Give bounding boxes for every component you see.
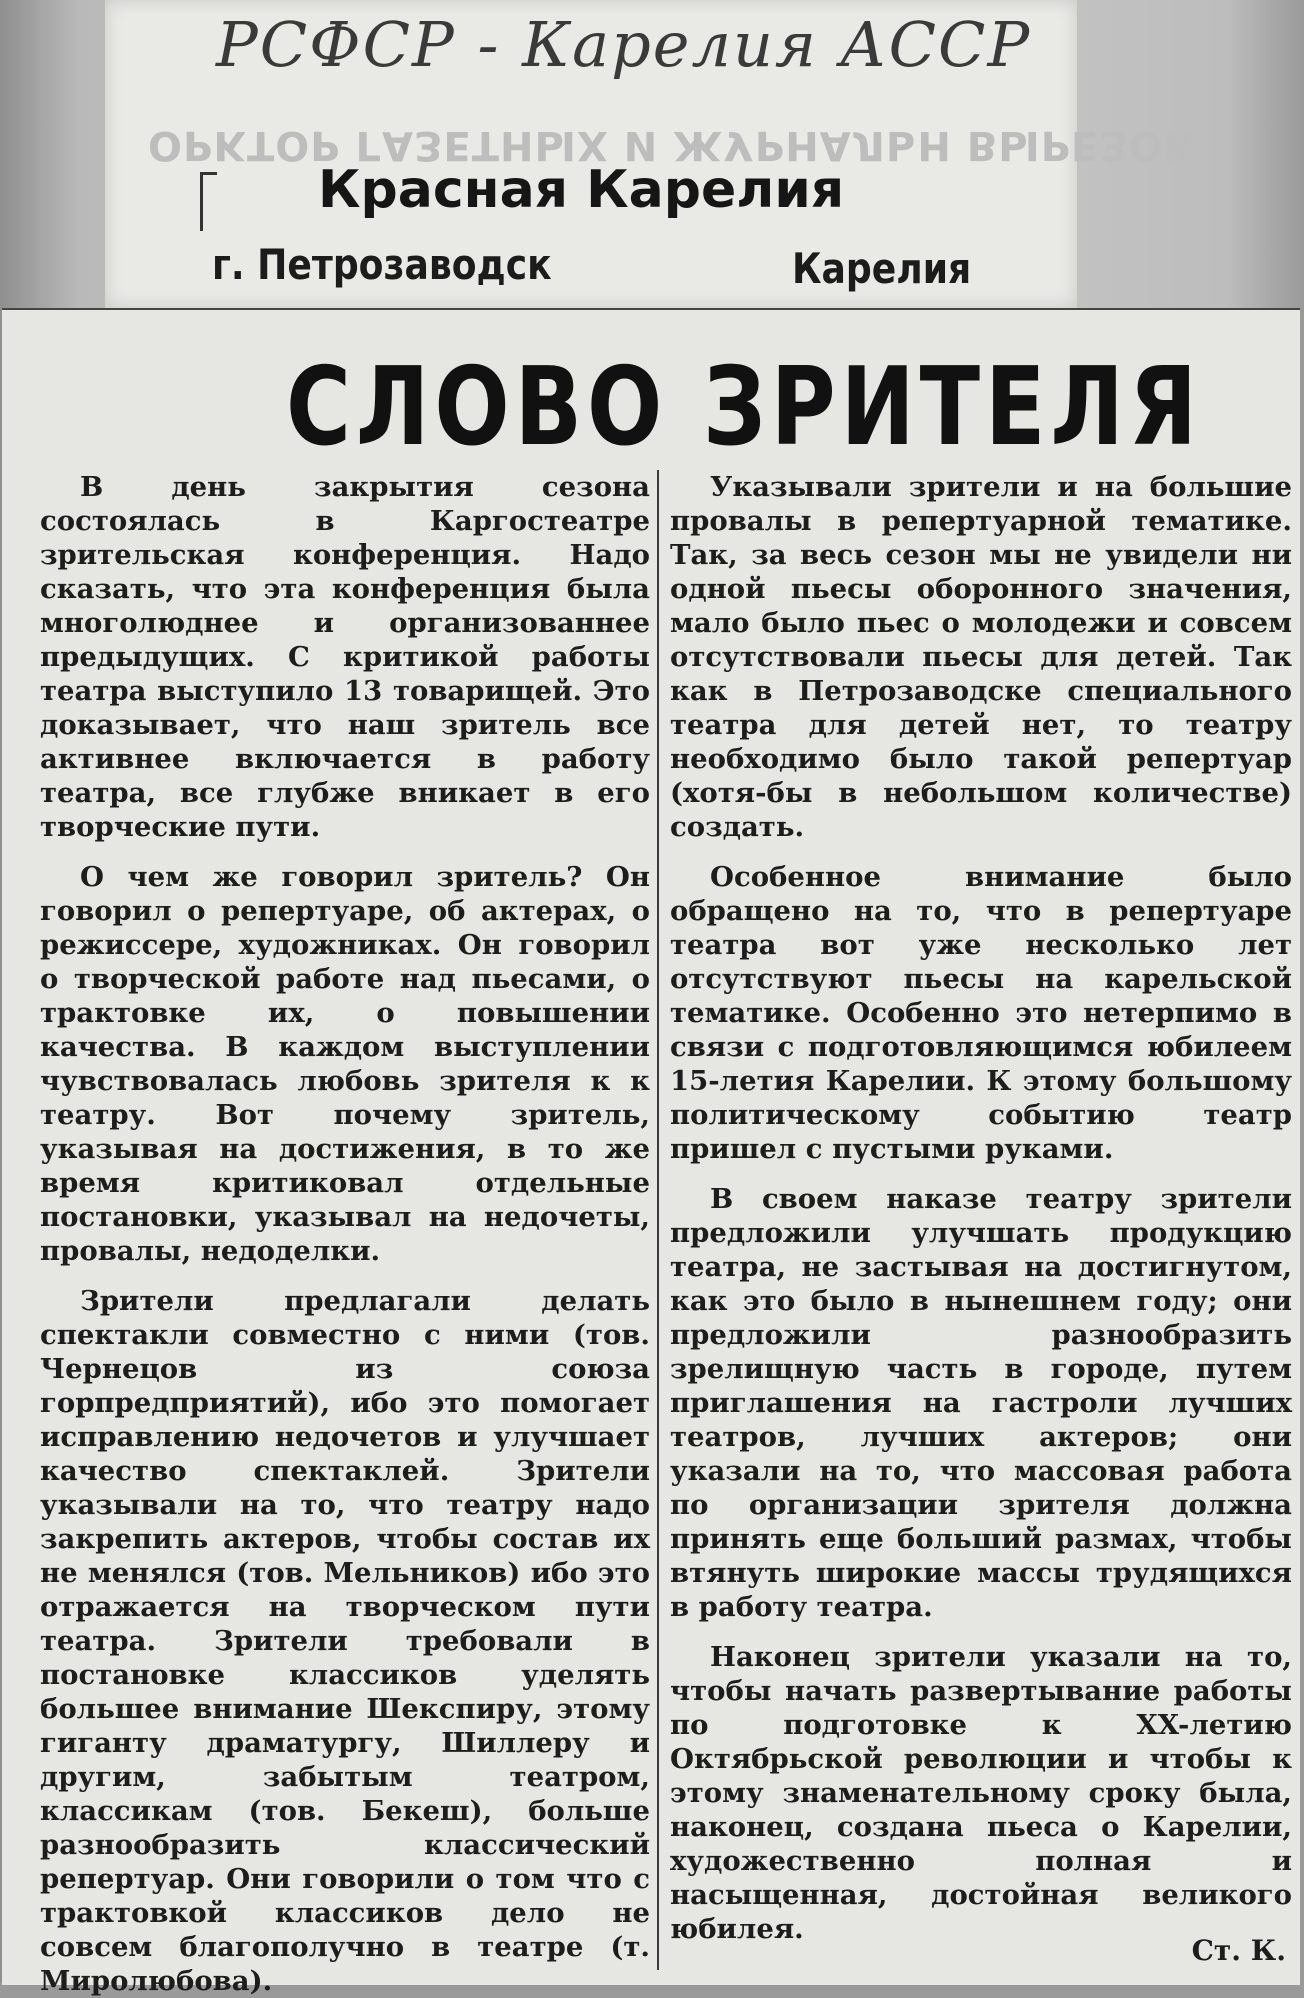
column-divider <box>657 470 659 1970</box>
paragraph: В своем наказе театру зрители предложили улучшать продукцию театра, не застывая на достигнутом, как это было в нынешнем году; они предложили разнообразить зрелищную часть в городе, путем приглашения на гастроли лучших театров, лучших актеров; они указали на то, что массовая работа по организации зрителя должна принять еще больший размах, чтобы втянуть широкие массы трудящихся в работу театра. <box>670 1183 1292 1623</box>
handwritten-note: РСФСР - Карелия АССР <box>216 8 1032 81</box>
newspaper-region: Карелия <box>792 244 972 293</box>
paragraph: О чем же говорил зритель? Он говорил о репертуаре, об актерах, о режиссере, художниках. Он говорил о творческой работе над пьесами, о трактовке их, о повышении качества. В каждом выступлении чувствовалась любовь зрителя к к театру. Вот почему зритель, указывая на достижения, в то же время критиковал отдельные постановки, указывал на недочеты, провалы, недоделки. <box>40 861 650 1267</box>
paragraph: Наконец зрители указали на то, чтобы начать развертывание работы по подготовке к XX-летию Октябрьской революции и чтобы к этому знаменательному сроку была, наконец, создана пьеса о Карелии, художественно полная и насыщенная, достойная великого юбилея. <box>670 1641 1292 1945</box>
article-headline: СЛОВО ЗРИТЕЛЯ <box>286 345 1203 470</box>
author-signature: Ст. К. <box>1191 1934 1286 1967</box>
masthead-bracket <box>200 172 217 231</box>
newspaper-city: г. Петрозаводск <box>212 240 552 289</box>
newspaper-name: Красная Карелия <box>318 160 845 220</box>
paragraph: В день закрытия сезона состоялась в Каргостеатре зрительская конференция. Надо сказать, что эта конференция была многолюднее и организованнее предыдущих. С критикой работы театра выступило 13 товарищей. Это доказывает, что наш зритель все активнее включается в работу театра, все глубже вникает в его творческие пути. <box>40 471 650 843</box>
paragraph: Особенное внимание было обращено на то, что в репертуаре театра вот уже несколько лет отсутствуют пьесы на карельской тематике. Особенно это нетерпимо в связи с подготовляющимся юбилеем 15-летия Карелии. К этому большому политическому событию театр пришел с пустыми руками. <box>670 861 1292 1165</box>
paragraph: Зрители предлагали делать спектакли совместно с ними (тов. Чернецов из союза горпредприятий), ибо это помогает исправлению недочетов и улучшает качество спектаклей. Зрители указывали на то, что театру надо закрепить актеров, чтобы состав их не менялся (тов. Мельников) ибо это отражается на творческом пути театра. Зрители требовали в постановке классиков уделять большее внимание Шекспиру, этому гиганту драматургу, Шиллеру и другим, забытым театром, классикам (тов. Бекеш), больше разнообразить класcический репертуар. Они говорили о том что с трактовкой классиков дело не совсем благополучно в театре (т. Миролюбова). <box>40 1285 650 1997</box>
article-left-column <box>40 470 650 1997</box>
press-clipping-stamp: ОРКТОР ГАЗЕТНЫХ И ЖУРНАЛЬН ВЫРЕЗОК <box>148 122 1198 168</box>
article-right-column <box>670 470 1292 1970</box>
paragraph: Указывали зрители и на большие провалы в репертуарной тематике. Так, за весь сезон мы не увидели ни одной пьесы оборонного значения, мало было пьес о молодежи и совсем отсутствовали пьесы для детей. Так как в Петрозаводске специального театра для детей нет, то театру необходимо было такой репертуар (хотя-бы в небольшом количестве) создать. <box>670 471 1292 843</box>
